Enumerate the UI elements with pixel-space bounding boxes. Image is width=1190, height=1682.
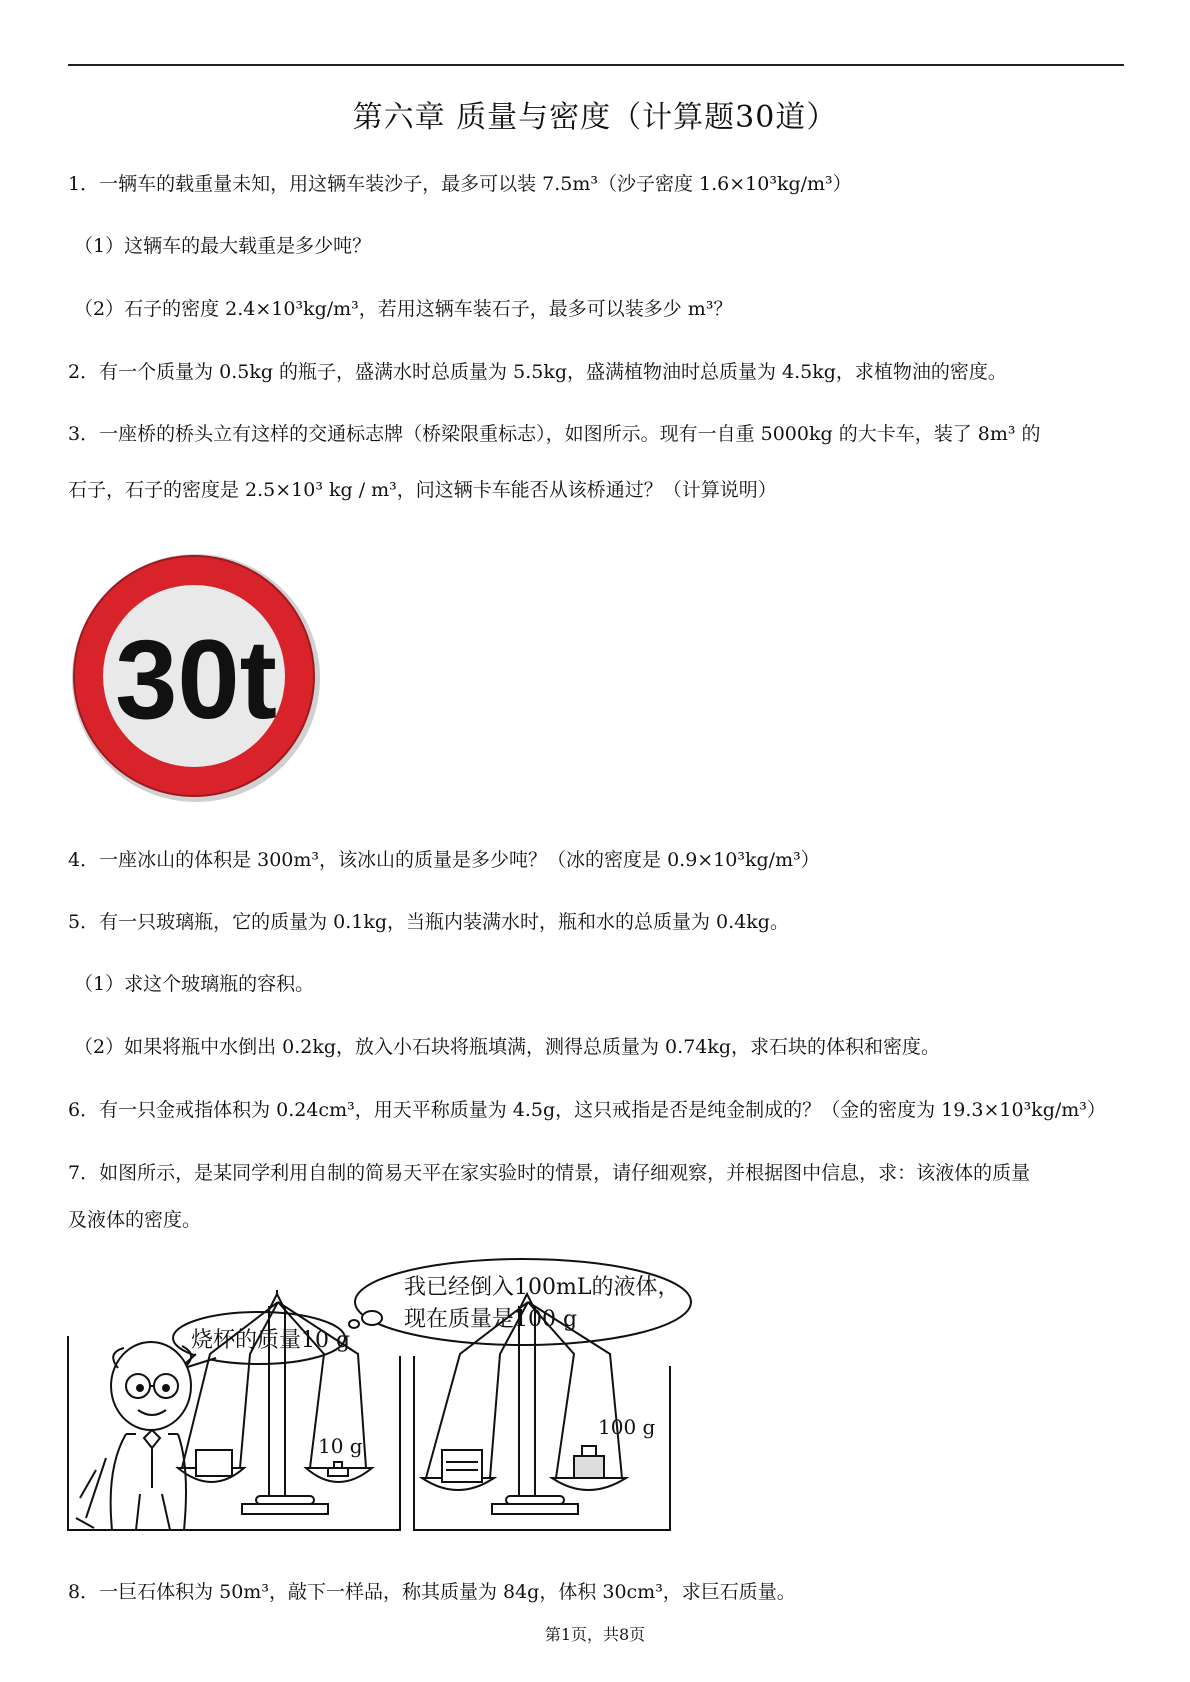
q7-text-line1: 7．如图所示，是某同学利用自制的简易天平在家实验时的情景，请仔细观察，并根据图中信息，求：该液体的质量 bbox=[68, 1162, 1031, 1184]
weight-100g bbox=[574, 1456, 604, 1478]
q4-text: 4．一座冰山的体积是 300m³，该冰山的质量是多少吨？（冰的密度是 0.9×10³kg/m³） bbox=[68, 849, 820, 871]
scientist-figure bbox=[76, 1342, 191, 1530]
q5-part2: （2）如果将瓶中水倒出 0.2kg，放入小石块将瓶填满，测得总质量为 0.74kg，求石块的体积和密度。 bbox=[74, 1036, 941, 1058]
bubble2-text-line2: 现在质量是100 g bbox=[404, 1307, 578, 1332]
q7-text-line2: 及液体的密度。 bbox=[68, 1209, 202, 1231]
q1-part1: （1）这辆车的最大载重是多少吨？ bbox=[74, 235, 372, 257]
weight-left-label: 10 g bbox=[318, 1434, 363, 1458]
q6-text: 6．有一只金戒指体积为 0.24cm³，用天平称质量为 4.5g，这只戒指是否是纯金制成的？（金的密度为 19.3×10³kg/m³） bbox=[68, 1099, 1106, 1121]
q3-text-line1: 3．一座桥的桥头立有这样的交通标志牌（桥梁限重标志），如图所示。现有一自重 5000kg 的大卡车，装了 8m³ 的 bbox=[68, 423, 1041, 445]
page-footer: 第1页，共8页 bbox=[544, 1625, 646, 1644]
header-rule bbox=[68, 64, 1124, 66]
beaker-left bbox=[196, 1450, 232, 1476]
weight-10g bbox=[328, 1468, 348, 1476]
q3-text-line2: 石子，石子的密度是 2.5×10³ kg / m³，问这辆卡车能否从该桥通过？（计算说明） bbox=[68, 479, 777, 501]
beaker-right bbox=[442, 1450, 482, 1482]
bubble2-text-line1: 我已经倒入100mL的液体， bbox=[404, 1275, 680, 1300]
q5-text: 5．有一只玻璃瓶，它的质量为 0.1kg，当瓶内装满水时，瓶和水的总质量为 0.4kg。 bbox=[68, 911, 789, 933]
weight-right-label: 100 g bbox=[598, 1415, 656, 1439]
q1-part2: （2）石子的密度 2.4×10³kg/m³，若用这辆车装石子，最多可以装多少 m³？ bbox=[74, 298, 733, 320]
weight-limit-sign bbox=[68, 552, 324, 804]
q2-text: 2．有一个质量为 0.5kg 的瓶子，盛满水时总质量为 5.5kg，盛满植物油时总质量为 4.5kg，求植物油的密度。 bbox=[68, 361, 1007, 383]
bubble1-text: 烧杯的质量10 g bbox=[191, 1328, 351, 1353]
sign-label: 30t bbox=[115, 617, 277, 742]
balance-cartoon bbox=[66, 1258, 714, 1542]
q5-part1: （1）求这个玻璃瓶的容积。 bbox=[74, 973, 315, 995]
page-title: 第六章 质量与密度（计算题30道） bbox=[352, 100, 838, 135]
q1-text: 1．一辆车的载重量未知，用这辆车装沙子，最多可以装 7.5m³（沙子密度 1.6×10³kg/m³） bbox=[68, 173, 852, 195]
q8-text: 8．一巨石体积为 50m³，敲下一样品，称其质量为 84g，体积 30cm³，求巨石质量。 bbox=[68, 1581, 796, 1603]
